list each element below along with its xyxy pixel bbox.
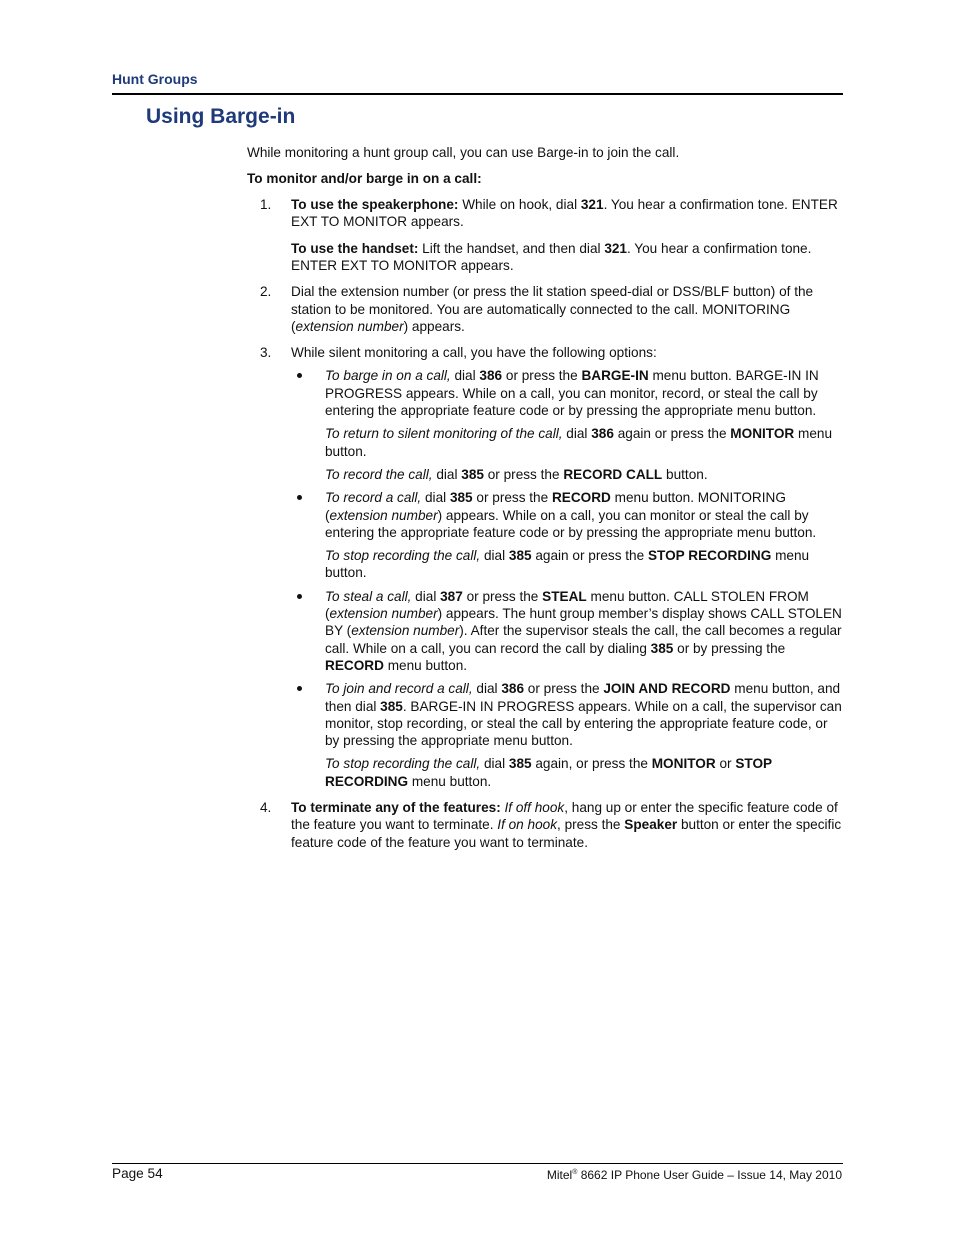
text-run: or press the	[462, 588, 543, 604]
menu-button-name: JOIN AND RECORD	[603, 681, 731, 697]
option-list	[291, 367, 843, 790]
feature-code: 321	[604, 240, 627, 256]
page-number: Page 54	[112, 1166, 163, 1181]
menu-button-name: MONITOR	[730, 426, 795, 442]
feature-code: 321	[580, 197, 604, 213]
option-subtext	[325, 755, 843, 790]
menu-button-name: STEAL	[542, 588, 587, 604]
intro-paragraph: While monitoring a hunt group call, you can use Barge-in to join the call.	[247, 145, 680, 160]
bullet-icon	[297, 495, 302, 500]
step-4	[247, 799, 843, 851]
step-label: To use the handset:	[291, 240, 419, 256]
step-4-text	[291, 799, 843, 851]
step-3-text: While silent monitoring a call, you have the following options:	[291, 345, 657, 361]
step-1-handset	[291, 240, 843, 275]
procedure-title: To monitor and/or barge in on a call:	[247, 170, 482, 186]
text-run: menu button, and then dial	[325, 681, 841, 714]
text-run: ) appears. While on a call, you can monitor or steal the call by entering the appropriate feature code or by pressing the appropriate menu button.	[325, 507, 817, 540]
document-title: 8662 IP Phone User Guide – Issue 14, May 2010	[577, 1168, 842, 1182]
option-subtext	[325, 547, 843, 582]
menu-button-name: STOP RECORDING	[647, 548, 772, 564]
text-run: again, or press the	[531, 756, 652, 772]
feature-code: 385	[508, 756, 532, 772]
text-run: , press the	[557, 817, 625, 833]
key-name: Speaker	[624, 817, 678, 833]
bullet-icon	[297, 594, 302, 599]
text-run: ). After the supervisor steals the call, the call becomes a regular call. While on a call, you can record the call by dialing	[325, 623, 842, 656]
italic-text: extension number	[329, 507, 438, 523]
text-run: Lift the handset, and then dial	[418, 240, 605, 256]
text-run: dial	[421, 490, 450, 506]
text-run: menu button.	[325, 548, 810, 581]
italic-text: extension number	[329, 606, 438, 622]
step-3	[247, 344, 843, 790]
text-run: or press the	[483, 466, 564, 482]
menu-button-name: RECORD	[551, 490, 611, 506]
text-run: or press the	[472, 490, 552, 506]
feature-code: 385	[461, 466, 484, 482]
text-run: menu button. MONITORING (	[325, 490, 786, 523]
step-number: 2.	[260, 284, 272, 300]
running-header: Hunt Groups	[112, 71, 198, 87]
step-1-speakerphone	[291, 196, 843, 231]
text-run: . You hear a confirmation tone. ENTER EXT TO MONITOR appears.	[291, 197, 838, 230]
feature-code: 385	[508, 548, 532, 564]
text-run: menu button. CALL STOLEN FROM (	[325, 588, 809, 622]
text-run: Dial the extension number (or press the lit station speed-dial or DSS/BLF button) of the station to be monitored. You are automatically connected to the call. MONITORING (	[291, 284, 814, 334]
text-run: dial	[562, 426, 592, 442]
italic-text: To record a call,	[325, 490, 422, 506]
text-run: menu button.	[325, 426, 833, 459]
feature-code: 387	[440, 588, 463, 604]
text-run: dial	[480, 756, 509, 772]
document-footer	[547, 1168, 842, 1182]
italic-text: To return to silent monitoring of the call,	[325, 426, 563, 442]
text-run: or by pressing the	[673, 640, 786, 656]
text-run: While on hook, dial	[458, 197, 581, 213]
text-run: dial	[480, 548, 509, 564]
italic-text: To join and record a call,	[325, 681, 473, 697]
option-subtext	[325, 425, 843, 460]
italic-text: To stop recording the call,	[325, 548, 481, 564]
italic-text: If on hook	[497, 817, 558, 833]
italic-text: extension number	[351, 623, 460, 639]
feature-code: 385	[650, 640, 674, 656]
bullet-icon	[297, 686, 302, 691]
text-run: menu button. BARGE-IN IN PROGRESS appears. While on a call, you can monitor, record, or steal the call by entering the appropriate feature code or by pressing the appropriate menu button.	[325, 368, 819, 419]
option-join-and-record	[291, 680, 843, 790]
feature-code: 386	[479, 368, 503, 384]
italic-text: To steal a call,	[325, 588, 412, 604]
step-2	[247, 283, 843, 335]
footer-rule	[112, 1163, 843, 1164]
option-record	[291, 489, 843, 581]
italic-text: If off hook	[504, 800, 565, 815]
text-run: dial	[450, 368, 480, 384]
text-run: or press the	[502, 368, 582, 384]
italic-text: To stop recording the call,	[325, 756, 481, 772]
step-2-text	[291, 283, 843, 335]
text-run: or press the	[524, 681, 604, 697]
text-run: ) appears.	[403, 318, 465, 334]
text-run: . You hear a confirmation tone. ENTER EXT TO MONITOR appears.	[291, 240, 812, 273]
step-number: 3.	[260, 345, 272, 361]
italic-text: extension number	[295, 318, 404, 334]
step-1	[247, 196, 843, 274]
feature-code: 385	[380, 698, 403, 714]
text-run: or	[715, 756, 736, 772]
step-label: To use the speakerphone:	[291, 197, 459, 213]
option-text	[325, 367, 843, 419]
feature-code: 386	[501, 681, 525, 697]
feature-code: 385	[449, 490, 473, 506]
menu-button-name: MONITOR	[651, 756, 716, 772]
bullet-icon	[297, 373, 302, 378]
step-number: 4.	[260, 800, 272, 815]
brand-name: Mitel	[546, 1168, 573, 1182]
text-run: , hang up or enter the specific feature code of the feature you want to terminate.	[291, 800, 838, 833]
page-title: Using Barge-in	[146, 105, 296, 128]
step-number: 1.	[260, 197, 272, 213]
text-run: dial	[411, 588, 441, 604]
menu-button-name: RECORD CALL	[563, 466, 663, 482]
text-run: menu button.	[408, 773, 492, 789]
text-run: menu button.	[383, 657, 468, 673]
step-label: To terminate any of the features:	[291, 800, 501, 815]
text-run: button or enter the specific feature code of the feature you want to terminate.	[291, 817, 842, 850]
menu-button-name: STOP RECORDING	[325, 756, 772, 789]
text-run: button.	[662, 466, 708, 482]
text-run: dial	[432, 466, 462, 482]
text-run: dial	[472, 681, 502, 697]
feature-code: 386	[591, 426, 614, 442]
text-run: again or press the	[531, 548, 648, 564]
menu-button-name: BARGE-IN	[581, 368, 649, 384]
menu-button-name: RECORD	[325, 657, 384, 673]
text-run: ) appears. The hunt group member’s display shows CALL STOLEN BY (	[325, 606, 842, 639]
option-steal	[291, 588, 843, 674]
header-rule	[112, 93, 843, 95]
option-text	[325, 680, 843, 749]
text-run: . BARGE-IN IN PROGRESS appears. While on a call, the supervisor can monitor, stop recording, or steal the call by entering the appropriate feature code, or by pressing the appropriate menu button.	[325, 698, 842, 749]
option-barge-in	[291, 367, 843, 483]
option-text	[325, 588, 843, 674]
text-run: again or press the	[613, 426, 731, 442]
option-text	[325, 489, 843, 541]
italic-text: To record the call,	[325, 466, 433, 482]
italic-text: To barge in on a call,	[325, 368, 451, 384]
body-content	[247, 144, 843, 860]
registered-mark: ®	[572, 1169, 578, 1176]
option-subtext	[325, 466, 843, 483]
